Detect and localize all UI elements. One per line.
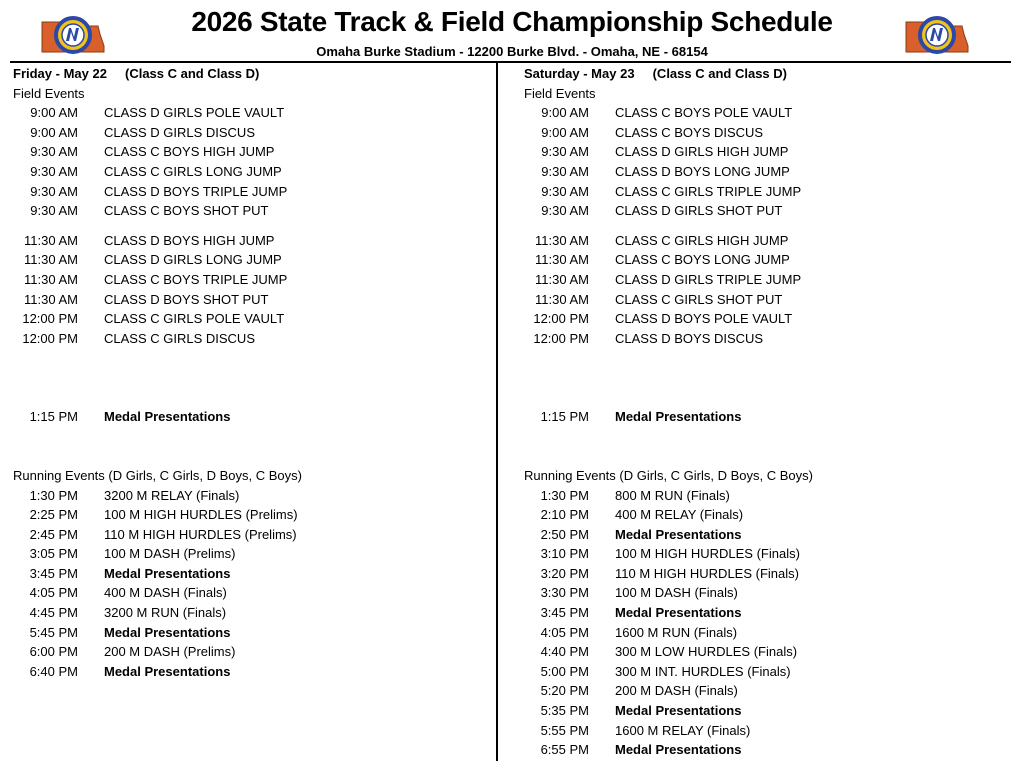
schedule-row	[13, 329, 493, 349]
schedule-row	[524, 486, 1014, 506]
event-name: CLASS D GIRLS HIGH JUMP	[615, 144, 789, 160]
event-time: 9:30 AM	[30, 183, 78, 199]
event-name: CLASS D BOYS LONG JUMP	[615, 163, 790, 179]
event-time: 3:10 PM	[540, 546, 589, 562]
event-time: 1:15 PM	[29, 409, 78, 425]
schedule-row	[524, 623, 1014, 643]
schedule-row	[13, 250, 493, 270]
event-time: 4:40 PM	[540, 644, 589, 660]
event-time: 12:00 PM	[22, 330, 78, 346]
event-name: CLASS D GIRLS SHOT PUT	[615, 203, 783, 219]
field-events-list	[524, 103, 1014, 221]
field-events-list	[13, 231, 493, 349]
schedule-row	[13, 623, 493, 643]
field-events-list	[524, 231, 1014, 349]
event-name: 1600 M RELAY (Finals)	[615, 722, 751, 738]
event-time: 6:40 PM	[29, 663, 78, 679]
event-name: 3200 M RELAY (Finals)	[104, 487, 240, 503]
event-name: Medal Presentations	[104, 565, 231, 581]
schedule-row	[13, 603, 493, 623]
event-time: 4:05 PM	[29, 585, 78, 601]
event-name: 100 M DASH (Finals)	[615, 585, 738, 601]
event-name: CLASS D GIRLS LONG JUMP	[104, 252, 282, 268]
schedule-row	[524, 701, 1014, 721]
event-time: 3:30 PM	[540, 585, 589, 601]
event-time: 2:50 PM	[540, 526, 589, 542]
schedule-row	[13, 309, 493, 329]
event-name: 300 M LOW HURDLES (Finals)	[615, 644, 798, 660]
event-name: Medal Presentations	[104, 624, 231, 640]
schedule-row	[13, 544, 493, 564]
schedule-row	[13, 142, 493, 162]
schedule-row	[13, 642, 493, 662]
event-time: 1:30 PM	[540, 487, 589, 503]
event-time: 11:30 AM	[535, 232, 589, 248]
event-time: 3:05 PM	[29, 546, 78, 562]
event-time: 3:20 PM	[540, 565, 589, 581]
event-time: 9:30 AM	[30, 144, 78, 160]
running-events-label: Running Events (D Girls, C Girls, D Boys, C Boys)	[524, 467, 813, 483]
event-name: CLASS C GIRLS LONG JUMP	[104, 163, 282, 179]
schedule-row	[524, 525, 1014, 545]
running-events-label: Running Events (D Girls, C Girls, D Boys, C Boys)	[13, 467, 302, 483]
event-time: 2:25 PM	[29, 507, 78, 523]
schedule-row	[524, 721, 1014, 741]
schedule-row	[524, 250, 1014, 270]
event-name: CLASS C BOYS SHOT PUT	[104, 203, 269, 219]
venue-address: Omaha Burke Stadium - 12200 Burke Blvd. - Omaha, NE - 68154	[316, 44, 708, 59]
event-time: 5:35 PM	[540, 703, 589, 719]
field-events-label: Field Events	[13, 85, 85, 101]
event-time: 2:45 PM	[29, 526, 78, 542]
schedule-row	[13, 564, 493, 584]
event-name: 200 M DASH (Prelims)	[104, 644, 236, 660]
event-name: 400 M RELAY (Finals)	[615, 507, 744, 523]
event-time: 2:10 PM	[540, 507, 589, 523]
schedule-row	[524, 564, 1014, 584]
event-name: Medal Presentations	[615, 605, 742, 621]
event-name: 300 M INT. HURDLES (Finals)	[615, 663, 791, 679]
friday-column	[13, 64, 493, 681]
event-name: 3200 M RUN (Finals)	[104, 605, 227, 621]
event-name: CLASS D BOYS TRIPLE JUMP	[104, 183, 288, 199]
event-time: 6:55 PM	[540, 742, 589, 758]
event-name: CLASS C GIRLS DISCUS	[104, 330, 255, 346]
schedule-row	[13, 407, 493, 427]
schedule-row	[524, 603, 1014, 623]
event-time: 11:30 AM	[535, 252, 589, 268]
event-time: 1:30 PM	[29, 487, 78, 503]
event-name: Medal Presentations	[615, 742, 742, 758]
event-time: 9:30 AM	[541, 183, 589, 199]
schedule-row	[13, 525, 493, 545]
event-name: 110 M HIGH HURDLES (Prelims)	[104, 526, 297, 542]
event-name: 400 M DASH (Finals)	[104, 585, 227, 601]
event-name: CLASS D BOYS DISCUS	[615, 330, 764, 346]
event-name: Medal Presentations	[615, 526, 742, 542]
event-time: 11:30 AM	[24, 232, 78, 248]
schedule-row	[524, 162, 1014, 182]
schedule-row	[524, 583, 1014, 603]
event-name: CLASS D GIRLS POLE VAULT	[104, 105, 285, 121]
event-name: Medal Presentations	[615, 409, 742, 425]
event-time: 11:30 AM	[24, 271, 78, 287]
event-name: CLASS D GIRLS DISCUS	[104, 124, 255, 140]
event-time: 12:00 PM	[533, 311, 589, 327]
event-name: CLASS C BOYS POLE VAULT	[615, 105, 793, 121]
event-name: CLASS C BOYS TRIPLE JUMP	[104, 271, 288, 287]
event-name: CLASS D GIRLS TRIPLE JUMP	[615, 271, 802, 287]
event-name: CLASS C GIRLS POLE VAULT	[104, 311, 285, 327]
schedule-row	[13, 290, 493, 310]
schedule-row	[524, 309, 1014, 329]
event-time: 9:30 AM	[30, 163, 78, 179]
saturday-column	[524, 64, 1014, 760]
event-time: 11:30 AM	[535, 271, 589, 287]
event-name: 110 M HIGH HURDLES (Finals)	[615, 565, 799, 581]
event-name: 100 M DASH (Prelims)	[104, 546, 236, 562]
schedule-row	[524, 201, 1014, 221]
schedule-row	[13, 123, 493, 143]
schedule-row	[13, 486, 493, 506]
schedule-row	[524, 103, 1014, 123]
event-time: 6:00 PM	[29, 644, 78, 660]
event-name: CLASS D BOYS HIGH JUMP	[104, 232, 275, 248]
event-name: Medal Presentations	[104, 663, 231, 679]
page-title: 2026 State Track & Field Championship Schedule	[191, 6, 833, 37]
event-time: 9:30 AM	[30, 203, 78, 219]
day-heading: Friday - May 22 (Class C and Class D)	[13, 66, 260, 81]
schedule-row	[13, 103, 493, 123]
event-time: 9:00 AM	[541, 124, 589, 140]
event-name: 1600 M RUN (Finals)	[615, 624, 738, 640]
header-divider	[10, 61, 1011, 63]
event-name: CLASS C GIRLS TRIPLE JUMP	[615, 183, 802, 199]
schedule-row	[13, 270, 493, 290]
schedule-row	[524, 681, 1014, 701]
event-name: CLASS C BOYS LONG JUMP	[615, 252, 790, 268]
event-name: 200 M DASH (Finals)	[615, 683, 738, 699]
event-name: CLASS C GIRLS HIGH JUMP	[615, 232, 789, 248]
event-time: 11:30 AM	[535, 291, 589, 307]
event-time: 9:30 AM	[541, 163, 589, 179]
schedule-row	[13, 662, 493, 682]
schedule-row	[524, 270, 1014, 290]
schedule-row	[13, 231, 493, 251]
event-name: CLASS D BOYS POLE VAULT	[615, 311, 793, 327]
event-time: 9:30 AM	[541, 144, 589, 160]
schedule-row	[524, 662, 1014, 682]
schedule-row	[13, 505, 493, 525]
event-time: 4:45 PM	[29, 605, 78, 621]
schedule-row	[524, 142, 1014, 162]
event-time: 5:20 PM	[540, 683, 589, 699]
event-name: 100 M HIGH HURDLES (Finals)	[615, 546, 800, 562]
schedule-row	[524, 407, 1014, 427]
event-time: 9:00 AM	[30, 124, 78, 140]
event-time: 3:45 PM	[540, 605, 589, 621]
schedule-row	[524, 231, 1014, 251]
event-time: 11:30 AM	[24, 252, 78, 268]
schedule-row	[524, 505, 1014, 525]
event-time: 5:45 PM	[29, 624, 78, 640]
schedule-row	[524, 740, 1014, 760]
event-name: CLASS C BOYS HIGH JUMP	[104, 144, 275, 160]
event-time: 5:00 PM	[540, 663, 589, 679]
schedule-row	[524, 544, 1014, 564]
field-events-label: Field Events	[524, 85, 596, 101]
event-name: 100 M HIGH HURDLES (Prelims)	[104, 507, 298, 523]
schedule-row	[524, 642, 1014, 662]
schedule-row	[524, 182, 1014, 202]
schedule-row	[13, 182, 493, 202]
schedule-row	[524, 123, 1014, 143]
event-name: 800 M RUN (Finals)	[615, 487, 730, 503]
column-divider	[496, 63, 498, 761]
field-events-list	[13, 103, 493, 221]
day-heading: Saturday - May 23 (Class C and Class D)	[524, 66, 787, 81]
event-name: Medal Presentations	[615, 703, 742, 719]
event-time: 4:05 PM	[540, 624, 589, 640]
event-name: CLASS C GIRLS SHOT PUT	[615, 291, 783, 307]
event-time: 12:00 PM	[533, 330, 589, 346]
event-time: 9:30 AM	[541, 203, 589, 219]
event-time: 3:45 PM	[29, 565, 78, 581]
event-time: 1:15 PM	[540, 409, 589, 425]
event-time: 11:30 AM	[24, 291, 78, 307]
event-time: 9:00 AM	[541, 105, 589, 121]
schedule-row	[13, 583, 493, 603]
event-name: CLASS C BOYS DISCUS	[615, 124, 764, 140]
event-name: CLASS D BOYS SHOT PUT	[104, 291, 269, 307]
event-time: 9:00 AM	[30, 105, 78, 121]
running-events-list	[13, 486, 493, 682]
event-time: 5:55 PM	[540, 722, 589, 738]
schedule-row	[524, 329, 1014, 349]
schedule-row	[13, 201, 493, 221]
event-name: Medal Presentations	[104, 409, 231, 425]
schedule-row	[13, 162, 493, 182]
running-events-list	[524, 486, 1014, 760]
event-time: 12:00 PM	[22, 311, 78, 327]
schedule-row	[524, 290, 1014, 310]
